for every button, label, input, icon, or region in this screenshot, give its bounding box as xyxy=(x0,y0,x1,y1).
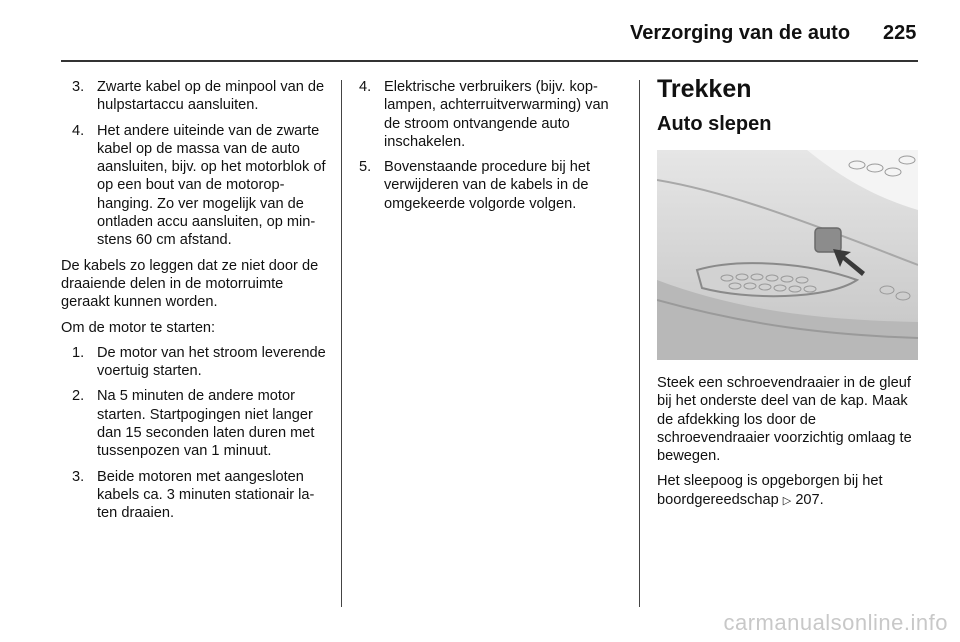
list-item xyxy=(72,344,329,381)
step-text: De motor van het stroom leverende voertuig starten. xyxy=(97,344,326,380)
column-divider-2 xyxy=(639,80,640,607)
step-text: Elektrische verbruikers (bijv. koplampen, achterruitverwarming) van de stroom ontvangende auto inschakelen. xyxy=(384,79,609,150)
section-title: Trekken xyxy=(657,75,752,103)
bumper-drawing xyxy=(657,150,918,360)
list-item xyxy=(72,122,329,250)
column-3 xyxy=(657,74,925,136)
column-2 xyxy=(359,78,625,220)
column-divider-1 xyxy=(341,80,342,607)
step-text: Beide motoren met aangesloten kabels ca. 3 minuten stationair laten draaien. xyxy=(97,468,315,522)
paragraph: Steek een schroevendraaier in de gleuf bij het onderste deel van de kap. Maak de afdekking los door de schroevendraaier voorzichtig omlaag te bewegen. xyxy=(657,375,912,465)
watermark: carmanualsonline.info xyxy=(723,610,948,635)
column-1 xyxy=(61,78,329,530)
step-text: Zwarte kabel op de minpool van de hulpstartaccu aansluiten. xyxy=(97,79,325,114)
paragraph: De kabels zo leggen dat ze niet door de draaiende delen in de motorruimte geraakt kunnen worden. xyxy=(61,257,319,311)
step-text: Bovenstaande procedure bij het verwijderen van de kabels in de omgekeerde volgorde volgen. xyxy=(384,159,591,212)
list-item xyxy=(359,158,625,213)
tow-eye-cover-illustration xyxy=(657,150,918,360)
header-rule xyxy=(61,60,918,62)
header-title: Verzorging van de auto xyxy=(630,22,851,44)
page-number: 225 xyxy=(883,22,917,44)
list-item xyxy=(72,78,329,115)
step-text: Na 5 minuten de andere motor starten. Startpogingen niet langer dan 15 seconden laten duren met tussenpozen van 1 minuut. xyxy=(97,388,315,460)
step-number: 3. xyxy=(72,79,85,95)
step-list xyxy=(359,78,625,213)
paragraph xyxy=(657,472,925,510)
column-3-body xyxy=(657,374,925,517)
step-list-a xyxy=(72,78,329,250)
step-number: 3. xyxy=(72,468,85,485)
list-item xyxy=(72,387,329,460)
list-item xyxy=(359,78,625,151)
step-list-b xyxy=(72,344,329,523)
step-number: 5. xyxy=(359,159,372,176)
page-reference[interactable]: 207. xyxy=(795,491,824,508)
step-number: 1. xyxy=(72,344,85,361)
paragraph-text: Het sleepoog is opgeborgen bij het boordgereedschap xyxy=(657,473,883,508)
step-number: 2. xyxy=(72,388,85,405)
list-item xyxy=(72,468,329,523)
reference-arrow-icon: ▷ xyxy=(782,494,792,507)
step-number: 4. xyxy=(72,122,85,139)
subsection-title: Auto slepen xyxy=(657,113,772,135)
step-text: Het andere uiteinde van de zwarte kabel op de massa van de auto aansluiten, bijv. op het motorblok of op een bout van de motorophanging. Zo ver mogelijk van de ontladen accu aansluiten, op minstens 60 cm afstand. xyxy=(97,122,326,249)
step-number: 4. xyxy=(359,79,372,95)
paragraph: Om de motor te starten: xyxy=(61,319,216,336)
